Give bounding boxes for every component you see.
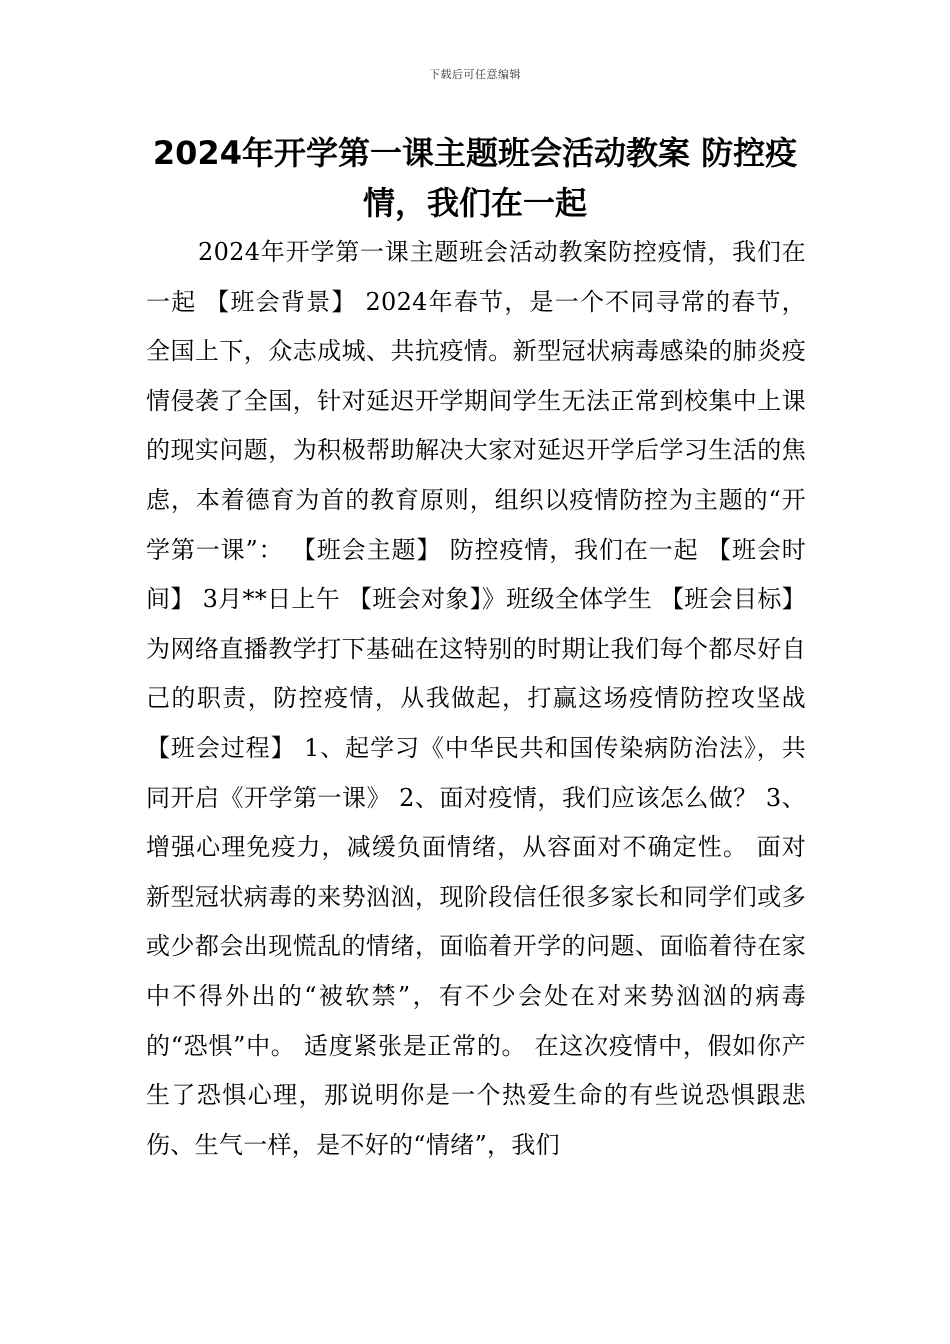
header-note: 下载后可任意编辑	[429, 68, 521, 81]
document-body: 2024年开学第一课主题班会活动教案防控疫情，我们在一起 【班会背景】 2024年春节，是一个不同寻常的春节，全国上下，众志成城、共抗疫情。新型冠状病毒感染的肺炎疫情侵袭了全国，针对延迟开学期间学生无法正常到校集中上课的现实问题，为积极帮助解决大家对延迟开学后学习生活的焦虑，本着德育为首的教育原则，组织以疫情防控为主题的“开学第一课”： 【班会主题】 防控疫情，我们在一起 【班会时间】 3月**日上午 【班会对象】》班级全体学生 【班会目标】 为网络直播教学打下基础在这特别的时期让我们每个都尽好自己的职责，防控疫情，从我做起，打赢这场疫情防控攻坚战【班会过程】 1、起学习《中华民共和国传染病防治法》，共同开启《开学第一课》 2、面对疫情，我们应该怎么做？ 3、增强心理免疫力，减缓负面情绪，从容面对不确定性。 面对新型冠状病毒的来势汹汹，现阶段信任很多家长和同学们或多或少都会出现慌乱的情绪，面临着开学的问题、面临着待在家中不得外出的“被软禁”，有不少会处在对来势汹汹的病毒的“恐惧”中。 适度紧张是正常的。 在这次疫情中，假如你产生了恐惧心理，那说明你是一个热爱生命的有些说恐惧跟悲伤、生气一样，是不好的“情绪”，我们	[146, 238, 806, 1159]
document-title: 2024年开学第一课主题班会活动教案 防控疫情，我们在一起	[152, 134, 798, 222]
